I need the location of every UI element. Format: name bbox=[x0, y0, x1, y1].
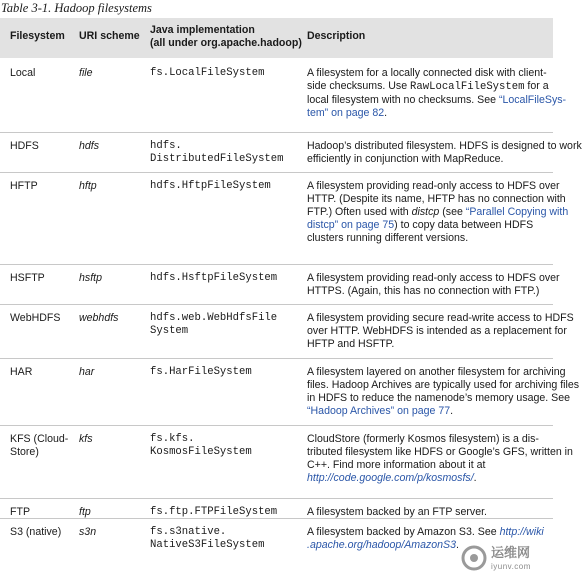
cell-description-line bbox=[307, 80, 547, 94]
cell-description-line bbox=[307, 272, 560, 285]
table-row bbox=[0, 60, 567, 132]
cell-description-line bbox=[307, 94, 567, 107]
cell-filesystem bbox=[10, 433, 72, 459]
cell-filesystem bbox=[10, 526, 72, 539]
description-text: A filesystem layered on another filesystem for archiving bbox=[307, 366, 566, 378]
cell-description-line bbox=[307, 338, 547, 351]
cell-filesystem bbox=[10, 312, 72, 325]
cell-description-line bbox=[307, 433, 547, 446]
description-text: HFTP and HSFTP. bbox=[307, 338, 395, 350]
cell-description-line bbox=[307, 312, 574, 325]
header-filesystem: Filesystem bbox=[10, 30, 65, 42]
header-java-implementation-line1: Java implementation bbox=[150, 24, 255, 36]
cell-java-implementation-line: hdfs. bbox=[150, 140, 182, 152]
cell-description bbox=[307, 140, 582, 166]
description-text: side checksums. Use bbox=[307, 80, 411, 92]
cell-filesystem-line: Store) bbox=[10, 446, 39, 458]
cell-java-implementation-line: hdfs.HftpFileSystem bbox=[150, 180, 271, 192]
table-caption: Table 3-1. Hadoop filesystems bbox=[1, 1, 152, 15]
cell-filesystem-line: HSFTP bbox=[10, 272, 45, 284]
description-text: A filesystem for a locally connected disk with client- bbox=[307, 67, 547, 79]
description-text: . bbox=[473, 472, 477, 484]
cell-uri-scheme: hsftp bbox=[79, 272, 102, 284]
cell-filesystem-line: FTP bbox=[10, 506, 31, 518]
cell-java-implementation-line: fs.ftp.FTPFileSystem bbox=[150, 506, 278, 518]
cell-description-line bbox=[307, 459, 547, 472]
cell-filesystem bbox=[10, 366, 72, 379]
cell-filesystem-line: HAR bbox=[10, 366, 33, 378]
table-row bbox=[0, 264, 560, 305]
cell-java-implementation-line: KosmosFileSystem bbox=[150, 446, 252, 458]
cell-uri-scheme: hdfs bbox=[79, 140, 100, 152]
cell-description-line bbox=[307, 325, 567, 338]
cell-description-line bbox=[307, 232, 547, 245]
description-text: . bbox=[456, 539, 459, 551]
description-text: in HDFS to reduce the namenode’s memory usage. See bbox=[307, 392, 571, 404]
cell-description-line bbox=[307, 526, 547, 539]
cell-java-implementation bbox=[150, 366, 300, 379]
description-text: over HTTP. WebHDFS is intended as a replacement for bbox=[307, 325, 567, 337]
cell-description-line bbox=[307, 379, 580, 392]
cell-uri-scheme: file bbox=[79, 67, 93, 79]
cell-uri-scheme: kfs bbox=[79, 433, 93, 445]
cell-description bbox=[307, 312, 574, 351]
description-text: files. Hadoop Archives are typically used for archiving files bbox=[307, 379, 580, 391]
watermark-url: iyunv.com bbox=[491, 562, 531, 571]
description-text: CloudStore (formerly Kosmos filesystem) is a dis- bbox=[307, 433, 539, 445]
cell-java-implementation bbox=[150, 140, 300, 166]
description-text: . bbox=[384, 107, 388, 119]
cell-description-line bbox=[307, 405, 547, 418]
cross-reference-link[interactable]: http://wiki bbox=[499, 526, 544, 538]
cell-filesystem-line: WebHDFS bbox=[10, 312, 61, 324]
cell-description-line bbox=[307, 366, 566, 379]
cell-description-line bbox=[307, 67, 547, 80]
description-text: HTTP. (Despite its name, HFTP has no connection with bbox=[307, 193, 566, 205]
cross-reference-link[interactable]: distcp” on page 75 bbox=[307, 219, 395, 231]
table-header bbox=[0, 18, 553, 58]
cell-java-implementation-line: fs.HarFileSystem bbox=[150, 366, 252, 378]
cross-reference-link[interactable]: “LocalFileSys- bbox=[498, 94, 567, 106]
cell-description-line bbox=[307, 219, 547, 232]
cell-java-implementation bbox=[150, 180, 300, 193]
table-row bbox=[0, 425, 573, 499]
description-text: (see bbox=[439, 206, 466, 218]
cross-reference-link[interactable]: “Parallel Copying with bbox=[465, 206, 569, 218]
cell-filesystem bbox=[10, 180, 72, 193]
description-text: C++. Find more information about it at bbox=[307, 459, 486, 471]
cell-java-implementation bbox=[150, 67, 300, 80]
table-row bbox=[0, 304, 574, 359]
cell-filesystem-line: Local bbox=[10, 67, 36, 79]
header-uri-scheme: URI scheme bbox=[79, 30, 140, 42]
description-text: . bbox=[450, 405, 454, 417]
cross-reference-link[interactable]: “Hadoop Archives” on page 77 bbox=[307, 405, 451, 417]
cell-filesystem-line: HFTP bbox=[10, 180, 38, 192]
cell-filesystem-line: S3 (native) bbox=[10, 526, 62, 538]
cell-uri-scheme: webhdfs bbox=[79, 312, 119, 324]
cell-java-implementation bbox=[150, 433, 300, 459]
cell-description-line bbox=[307, 153, 547, 166]
description-text: RawLocalFileSystem bbox=[410, 81, 525, 93]
description-text: local filesystem with no checksums. See bbox=[307, 94, 499, 106]
cell-description-line bbox=[307, 285, 547, 298]
header-java-implementation bbox=[150, 24, 302, 50]
cell-uri-scheme: hftp bbox=[79, 180, 97, 192]
description-text: A filesystem providing secure read-write access to HDFS bbox=[307, 312, 574, 324]
cell-filesystem bbox=[10, 140, 72, 153]
cell-filesystem bbox=[10, 272, 72, 285]
description-text: tributed filesystem like HDFS or Google’s GFS, written in bbox=[307, 446, 573, 458]
header-description: Description bbox=[307, 30, 366, 42]
header-java-implementation-line2: (all under org.apache.hadoop) bbox=[150, 37, 302, 49]
cell-java-implementation-line: System bbox=[150, 325, 189, 337]
cell-filesystem bbox=[10, 67, 72, 80]
watermark-logo-icon bbox=[461, 545, 487, 571]
description-text: ) to copy data between HDFS bbox=[394, 219, 534, 231]
description-text: efficiently in conjunction with MapReduce. bbox=[307, 153, 504, 165]
cell-description bbox=[307, 67, 567, 120]
cell-filesystem-line: HDFS bbox=[10, 140, 39, 152]
watermark-text: 运维网 bbox=[491, 545, 531, 560]
cell-description-line bbox=[307, 392, 571, 405]
cell-java-implementation-line: fs.LocalFileSystem bbox=[150, 67, 265, 79]
cell-description bbox=[307, 366, 580, 418]
watermark bbox=[459, 544, 549, 572]
cell-java-implementation-line: NativeS3FileSystem bbox=[150, 539, 265, 551]
description-text: A filesystem backed by Amazon S3. See bbox=[307, 526, 500, 538]
description-text: A filesystem backed by an FTP server. bbox=[307, 506, 487, 518]
cell-java-implementation-line: DistributedFileSystem bbox=[150, 153, 284, 165]
cross-reference-link[interactable]: http://code.google.com/p/kosmosfs/ bbox=[307, 472, 474, 484]
description-text: A filesystem providing read-only access to HDFS over bbox=[307, 272, 560, 284]
table-row bbox=[0, 498, 553, 519]
cell-description bbox=[307, 180, 569, 245]
table-row bbox=[0, 358, 580, 426]
cell-filesystem-line: KFS (Cloud- bbox=[10, 433, 69, 445]
cell-java-implementation-line: fs.kfs. bbox=[150, 433, 195, 445]
cell-description bbox=[307, 433, 573, 485]
cell-uri-scheme: s3n bbox=[79, 526, 97, 538]
cell-description-line bbox=[307, 472, 547, 485]
description-text: Hadoop’s distributed filesystem. HDFS is designed to work bbox=[307, 140, 582, 152]
table-row bbox=[0, 172, 569, 265]
cell-description-line bbox=[307, 180, 560, 193]
cross-reference-link[interactable]: .apache.org/hadoop/AmazonS3 bbox=[307, 539, 457, 551]
cell-java-implementation bbox=[150, 312, 300, 338]
cell-description-line bbox=[307, 446, 573, 459]
description-text: clusters running different versions. bbox=[307, 232, 469, 244]
cell-java-implementation bbox=[150, 526, 300, 552]
cell-uri-scheme: ftp bbox=[79, 506, 91, 518]
cell-java-implementation-line: hdfs.web.WebHdfsFile bbox=[150, 312, 278, 324]
cell-description-line bbox=[307, 193, 566, 206]
description-text: A filesystem providing read-only access to HDFS over bbox=[307, 180, 560, 192]
cell-description bbox=[307, 272, 560, 298]
cross-reference-link[interactable]: tem” on page 82 bbox=[307, 107, 385, 119]
cell-description-line bbox=[307, 140, 582, 153]
table-row bbox=[0, 132, 582, 173]
cell-uri-scheme: har bbox=[79, 366, 95, 378]
description-text: for a bbox=[524, 80, 549, 92]
cell-java-implementation bbox=[150, 272, 300, 285]
description-text: distcp bbox=[411, 206, 440, 218]
cell-java-implementation-line: fs.s3native. bbox=[150, 526, 227, 538]
cell-java-implementation-line: hdfs.HsftpFileSystem bbox=[150, 272, 278, 284]
description-text: HTTPS. (Again, this has no connection with FTP.) bbox=[307, 285, 540, 297]
description-text: FTP.) Often used with bbox=[307, 206, 412, 218]
cell-description-line bbox=[307, 206, 569, 219]
cell-description-line bbox=[307, 107, 547, 120]
